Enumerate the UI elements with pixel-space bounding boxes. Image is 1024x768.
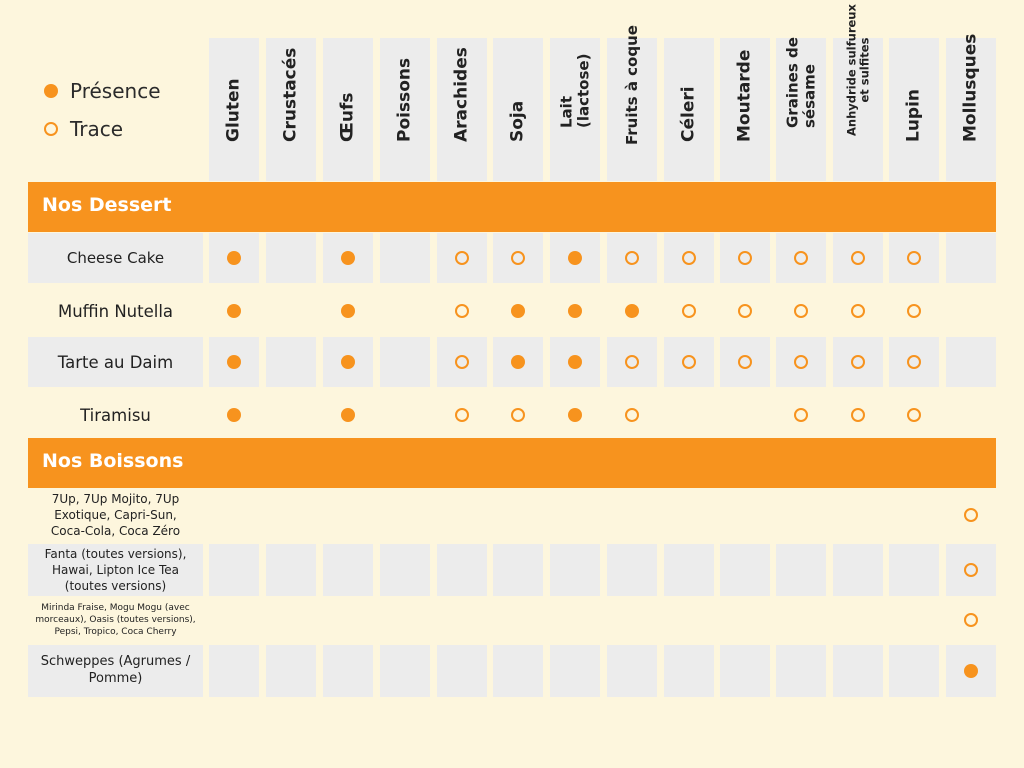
- trace-circle-icon: [738, 304, 752, 318]
- table-cell: [607, 390, 657, 440]
- table-cell: [776, 544, 826, 596]
- trace-circle-icon: [625, 408, 639, 422]
- column-label: Céleri: [678, 86, 699, 143]
- table-cell: [889, 337, 939, 387]
- trace-circle-icon: [738, 355, 752, 369]
- table-cell: [493, 233, 543, 283]
- table-cell: [493, 489, 543, 541]
- trace-circle-icon: [44, 122, 58, 136]
- section-title: Nos Dessert: [42, 194, 172, 216]
- presence-dot-icon: [964, 664, 978, 678]
- table-cell: [550, 286, 600, 336]
- table-cell: [664, 544, 714, 596]
- table-cell: [833, 544, 883, 596]
- table-cell: [266, 544, 316, 596]
- section-header-nos-boissons: [28, 438, 996, 488]
- table-cell: [833, 233, 883, 283]
- presence-dot-icon: [568, 408, 582, 422]
- trace-circle-icon: [964, 508, 978, 522]
- table-cell: [209, 286, 259, 336]
- column-header-oeufs: [323, 38, 373, 181]
- trace-circle-icon: [682, 355, 696, 369]
- table-cell: [946, 645, 996, 697]
- column-header-moutarde: [720, 38, 770, 181]
- table-cell: [380, 489, 430, 541]
- table-cell: [209, 390, 259, 440]
- row-label: 7Up, 7Up Mojito, 7Up Exotique, Capri-Sun, Coca-Cola, Coca Zéro: [50, 491, 181, 539]
- table-cell: [833, 598, 883, 642]
- column-header-crustaces: [266, 38, 316, 181]
- trace-circle-icon: [907, 408, 921, 422]
- trace-circle-icon: [738, 251, 752, 265]
- trace-circle-icon: [964, 563, 978, 577]
- table-cell: [493, 645, 543, 697]
- presence-dot-icon: [568, 355, 582, 369]
- column-header-anhydride-sulfureux: [833, 3, 883, 181]
- table-cell: [380, 337, 430, 387]
- trace-circle-icon: [964, 613, 978, 627]
- table-cell: [266, 337, 316, 387]
- presence-dot-icon: [341, 408, 355, 422]
- legend-trace-label: Trace: [70, 117, 124, 141]
- table-cell: [776, 286, 826, 336]
- table-cell: [437, 286, 487, 336]
- trace-circle-icon: [851, 251, 865, 265]
- table-cell: [607, 544, 657, 596]
- column-label: Moutarde: [734, 49, 755, 143]
- column-label: Œufs: [337, 92, 358, 143]
- table-cell: [946, 489, 996, 541]
- table-cell: [720, 286, 770, 336]
- table-cell: [437, 598, 487, 642]
- table-cell: [550, 645, 600, 697]
- table-cell: [380, 544, 430, 596]
- column-label: Gluten: [223, 78, 244, 143]
- trace-circle-icon: [682, 251, 696, 265]
- table-cell: [946, 544, 996, 596]
- presence-dot-icon: [227, 408, 241, 422]
- table-cell: [437, 645, 487, 697]
- trace-circle-icon: [794, 355, 808, 369]
- table-cell: [664, 390, 714, 440]
- column-header-lupin: [889, 38, 939, 181]
- presence-dot-icon: [511, 304, 525, 318]
- table-cell: [437, 489, 487, 541]
- table-cell: [380, 598, 430, 642]
- presence-dot-icon: [227, 251, 241, 265]
- column-header-lait: [550, 38, 600, 181]
- table-cell: [720, 645, 770, 697]
- row-label: Cheese Cake: [28, 233, 203, 283]
- table-cell: [607, 489, 657, 541]
- table-cell: [664, 286, 714, 336]
- section-header-nos-dessert: [28, 182, 996, 232]
- table-cell: [437, 337, 487, 387]
- row-label: Tarte au Daim: [28, 337, 203, 387]
- table-cell: [946, 337, 996, 387]
- column-header-gluten: [209, 38, 259, 181]
- table-cell: [833, 489, 883, 541]
- column-label: Crustacés: [280, 47, 301, 143]
- column-header-fruits-a-coque: [607, 24, 657, 181]
- table-cell: [266, 598, 316, 642]
- table-cell: [607, 337, 657, 387]
- trace-circle-icon: [625, 355, 639, 369]
- trace-circle-icon: [851, 408, 865, 422]
- trace-circle-icon: [794, 304, 808, 318]
- row-label: Schweppes (Agrumes / Pomme): [28, 645, 203, 697]
- table-cell: [550, 337, 600, 387]
- table-cell: [550, 544, 600, 596]
- trace-circle-icon: [455, 355, 469, 369]
- table-cell: [607, 233, 657, 283]
- table-cell: [889, 489, 939, 541]
- table-cell: [209, 233, 259, 283]
- table-cell: [776, 489, 826, 541]
- section-title: Nos Boissons: [42, 450, 184, 472]
- table-cell: [664, 337, 714, 387]
- table-cell: [493, 544, 543, 596]
- column-label: Anhydride sulfureux et sulfites: [844, 3, 871, 136]
- table-cell: [493, 337, 543, 387]
- row-label: Fanta (toutes versions), Hawai, Lipton Ice Tea (toutes versions): [28, 544, 203, 596]
- table-cell: [209, 645, 259, 697]
- column-label: Soja: [507, 101, 528, 143]
- column-label: Mollusques: [960, 33, 981, 143]
- table-cell: [380, 286, 430, 336]
- presence-dot-icon: [341, 304, 355, 318]
- table-cell: [493, 286, 543, 336]
- table-cell: [664, 233, 714, 283]
- table-cell: [946, 233, 996, 283]
- legend-presence-label: Présence: [70, 79, 161, 103]
- column-label: Lupin: [903, 89, 924, 143]
- table-cell: [833, 286, 883, 336]
- table-cell: [550, 489, 600, 541]
- table-cell: [776, 390, 826, 440]
- table-cell: [323, 489, 373, 541]
- trace-circle-icon: [625, 251, 639, 265]
- row-label: Muffin Nutella: [57, 301, 174, 321]
- presence-dot-icon: [227, 304, 241, 318]
- column-label: Lait (lactose): [557, 53, 592, 128]
- table-cell: [323, 337, 373, 387]
- table-cell: [664, 598, 714, 642]
- column-header-poissons: [380, 38, 430, 181]
- table-cell: [607, 645, 657, 697]
- presence-dot-icon: [568, 304, 582, 318]
- table-cell: [323, 233, 373, 283]
- trace-circle-icon: [455, 408, 469, 422]
- table-cell: [720, 489, 770, 541]
- row-label: Mirinda Fraise, Mogu Mogu (avec morceaux), Oasis (toutes versions), Pepsi, Tropico, Coca Cherry: [35, 602, 196, 638]
- table-cell: [266, 286, 316, 336]
- table-cell: [437, 233, 487, 283]
- table-cell: [946, 598, 996, 642]
- table-cell: [493, 598, 543, 642]
- table-cell: [664, 489, 714, 541]
- table-cell: [550, 233, 600, 283]
- trace-circle-icon: [511, 251, 525, 265]
- table-cell: [776, 337, 826, 387]
- column-header-soja: [493, 38, 543, 181]
- table-cell: [209, 489, 259, 541]
- column-header-celeri: [664, 38, 714, 181]
- table-cell: [209, 598, 259, 642]
- table-cell: [946, 390, 996, 440]
- table-cell: [550, 598, 600, 642]
- table-cell: [209, 544, 259, 596]
- table-cell: [720, 390, 770, 440]
- trace-circle-icon: [794, 251, 808, 265]
- table-cell: [946, 286, 996, 336]
- table-cell: [209, 337, 259, 387]
- table-cell: [550, 390, 600, 440]
- presence-dot-icon: [511, 355, 525, 369]
- column-header-graines-de: [776, 38, 826, 181]
- table-cell: [607, 286, 657, 336]
- presence-dot-icon: [44, 84, 58, 98]
- table-cell: [720, 544, 770, 596]
- legend: [44, 72, 161, 148]
- legend-presence: [44, 72, 161, 110]
- table-cell: [323, 286, 373, 336]
- table-cell: [437, 544, 487, 596]
- trace-circle-icon: [511, 408, 525, 422]
- column-header-arachides: [437, 38, 487, 181]
- column-header-mollusques: [946, 33, 996, 181]
- legend-trace: [44, 110, 161, 148]
- table-cell: [776, 598, 826, 642]
- table-cell: [889, 233, 939, 283]
- trace-circle-icon: [455, 251, 469, 265]
- table-cell: [266, 390, 316, 440]
- presence-dot-icon: [227, 355, 241, 369]
- table-cell: [664, 645, 714, 697]
- table-cell: [833, 645, 883, 697]
- table-cell: [889, 286, 939, 336]
- table-cell: [266, 489, 316, 541]
- table-cell: [833, 390, 883, 440]
- trace-circle-icon: [794, 408, 808, 422]
- table-cell: [889, 544, 939, 596]
- table-cell: [323, 544, 373, 596]
- table-cell: [323, 645, 373, 697]
- table-cell: [607, 598, 657, 642]
- column-label: Poissons: [394, 58, 415, 143]
- table-cell: [889, 645, 939, 697]
- table-cell: [323, 390, 373, 440]
- table-cell: [889, 390, 939, 440]
- column-label: Fruits à coque: [622, 24, 641, 145]
- row-label: Tiramisu: [80, 405, 151, 425]
- trace-circle-icon: [682, 304, 696, 318]
- presence-dot-icon: [568, 251, 582, 265]
- table-cell: [720, 233, 770, 283]
- trace-circle-icon: [455, 304, 469, 318]
- table-cell: [720, 337, 770, 387]
- table-cell: [437, 390, 487, 440]
- presence-dot-icon: [625, 304, 639, 318]
- table-cell: [380, 645, 430, 697]
- table-cell: [380, 233, 430, 283]
- table-cell: [266, 233, 316, 283]
- trace-circle-icon: [907, 355, 921, 369]
- presence-dot-icon: [341, 355, 355, 369]
- table-cell: [720, 598, 770, 642]
- table-cell: [889, 598, 939, 642]
- presence-dot-icon: [341, 251, 355, 265]
- table-cell: [776, 233, 826, 283]
- table-cell: [493, 390, 543, 440]
- table-cell: [833, 337, 883, 387]
- table-cell: [776, 645, 826, 697]
- trace-circle-icon: [907, 251, 921, 265]
- trace-circle-icon: [907, 304, 921, 318]
- trace-circle-icon: [851, 304, 865, 318]
- table-cell: [266, 645, 316, 697]
- table-cell: [323, 598, 373, 642]
- table-cell: [380, 390, 430, 440]
- column-label: Arachides: [451, 47, 472, 143]
- trace-circle-icon: [851, 355, 865, 369]
- column-label: Graines de sésame: [783, 37, 818, 128]
